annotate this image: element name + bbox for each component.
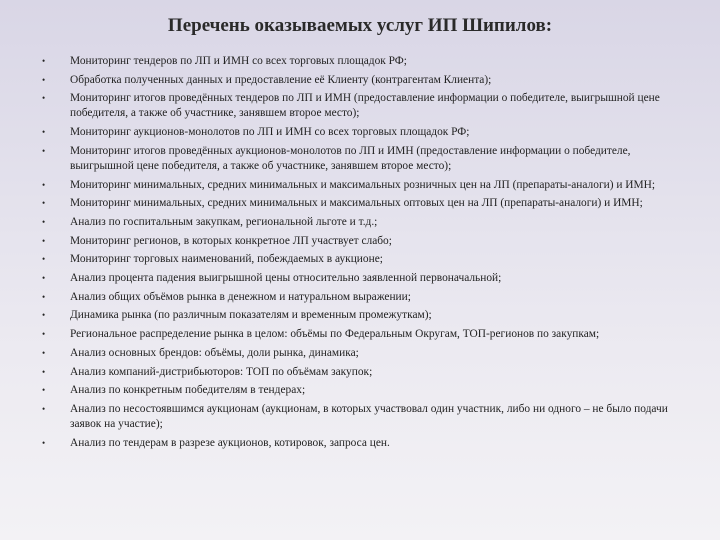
bullet-icon: • [42,329,46,340]
bullet-icon: • [42,56,46,66]
list-item-text: Обработка полученных данных и предоставление её Клиенту (контрагентам Клиента); [70,73,492,86]
list-item-text: Региональное распределение рынка в целом: объёмы по Федеральным Округам, ТОП-регионов по закупкам; [70,328,600,341]
bullet-icon: • [42,291,46,302]
bullet-icon: • [42,366,46,377]
bullet-icon: • [42,145,46,156]
bullet-icon: • [42,437,46,448]
list-item-text: Динамика рынка (по различным показателям и временным промежуткам); [70,309,432,322]
list-item [0,327,720,342]
list-item-text: Анализ процента падения выигрышной цены относительно заявленной первоначальной; [70,272,502,285]
bullet-icon: • [42,74,46,85]
services-list [0,54,720,454]
bullet-icon: • [42,217,46,227]
list-item-text: Мониторинг итогов проведённых аукционов-монолотов по ЛП и ИМН (предоставление информации о победителе, выигрышной цене победителя, а также об участнике, занявшем второе место); [70,144,631,172]
list-item [0,125,720,140]
list-item-text: Анализ по госпитальным закупкам, региональной льготе и т.д.; [70,216,378,228]
list-item [0,234,720,249]
page-title: Перечень оказываемых услуг ИП Шипилов: [167,15,553,36]
list-item-text: Мониторинг минимальных, средних минимальных и максимальных розничных цен на ЛП (препараты-аналоги) и ИМН; [70,178,656,191]
list-item-text: Анализ по конкретным победителям в тендерах; [70,384,306,397]
list-item-text: Анализ компаний-дистрибьюторов: ТОП по объёмам закупок; [70,365,373,378]
list-item [0,365,720,380]
bullet-icon: • [42,310,46,321]
list-item [0,402,720,432]
bullet-icon: • [42,403,46,414]
list-item [0,346,720,361]
bullet-icon: • [42,179,46,190]
list-item [0,383,720,398]
bullet-icon: • [42,198,46,209]
list-item [0,215,720,230]
list-item-text: Анализ основных брендов: объёмы, доли рынка, динамика; [70,346,359,359]
list-item [0,73,720,88]
list-item-text: Мониторинг тендеров по ЛП и ИМН со всех торговых площадок РФ; [70,55,407,67]
list-item [0,290,720,305]
list-item [0,252,720,267]
list-item [0,178,720,193]
bullet-icon: • [42,254,46,265]
list-item-text: Мониторинг аукционов-монолотов по ЛП и ИМН со всех торговых площадок РФ; [70,126,470,139]
list-item-text: Мониторинг минимальных, средних минимальных и максимальных оптовых цен на ЛП (препараты-аналоги) и ИМН; [70,197,643,210]
bullet-icon: • [42,273,46,284]
list-item-text: Анализ по тендерам в разрезе аукционов, котировок, запроса цен. [70,436,390,449]
list-item-text: Анализ по несостоявшимся аукционам (аукционам, в которых участвовал один участник, либо ни одного – не было подачи заявок на участие); [70,402,668,430]
list-item-text: Мониторинг итогов проведённых тендеров по ЛП и ИМН (предоставление информации о победителе, выигрышной цене победителя, а также об участнике, занявшем второе место); [70,92,660,120]
bullet-icon: • [42,235,46,246]
list-item [0,436,720,451]
list-item [0,144,720,174]
bullet-icon: • [42,347,46,358]
list-item [0,308,720,323]
bullet-icon: • [42,93,46,104]
list-item [0,54,720,69]
list-item [0,91,720,121]
list-item-text: Мониторинг регионов, в которых конкретное ЛП участвует слабо; [70,234,392,247]
bullet-icon: • [42,127,46,138]
bullet-icon: • [42,385,46,396]
list-item [0,271,720,286]
list-item-text: Мониторинг торговых наименований, побеждаемых в аукционе; [70,253,383,266]
list-item [0,196,720,211]
list-item-text: Анализ общих объёмов рынка в денежном и натуральном выражении; [70,290,411,303]
